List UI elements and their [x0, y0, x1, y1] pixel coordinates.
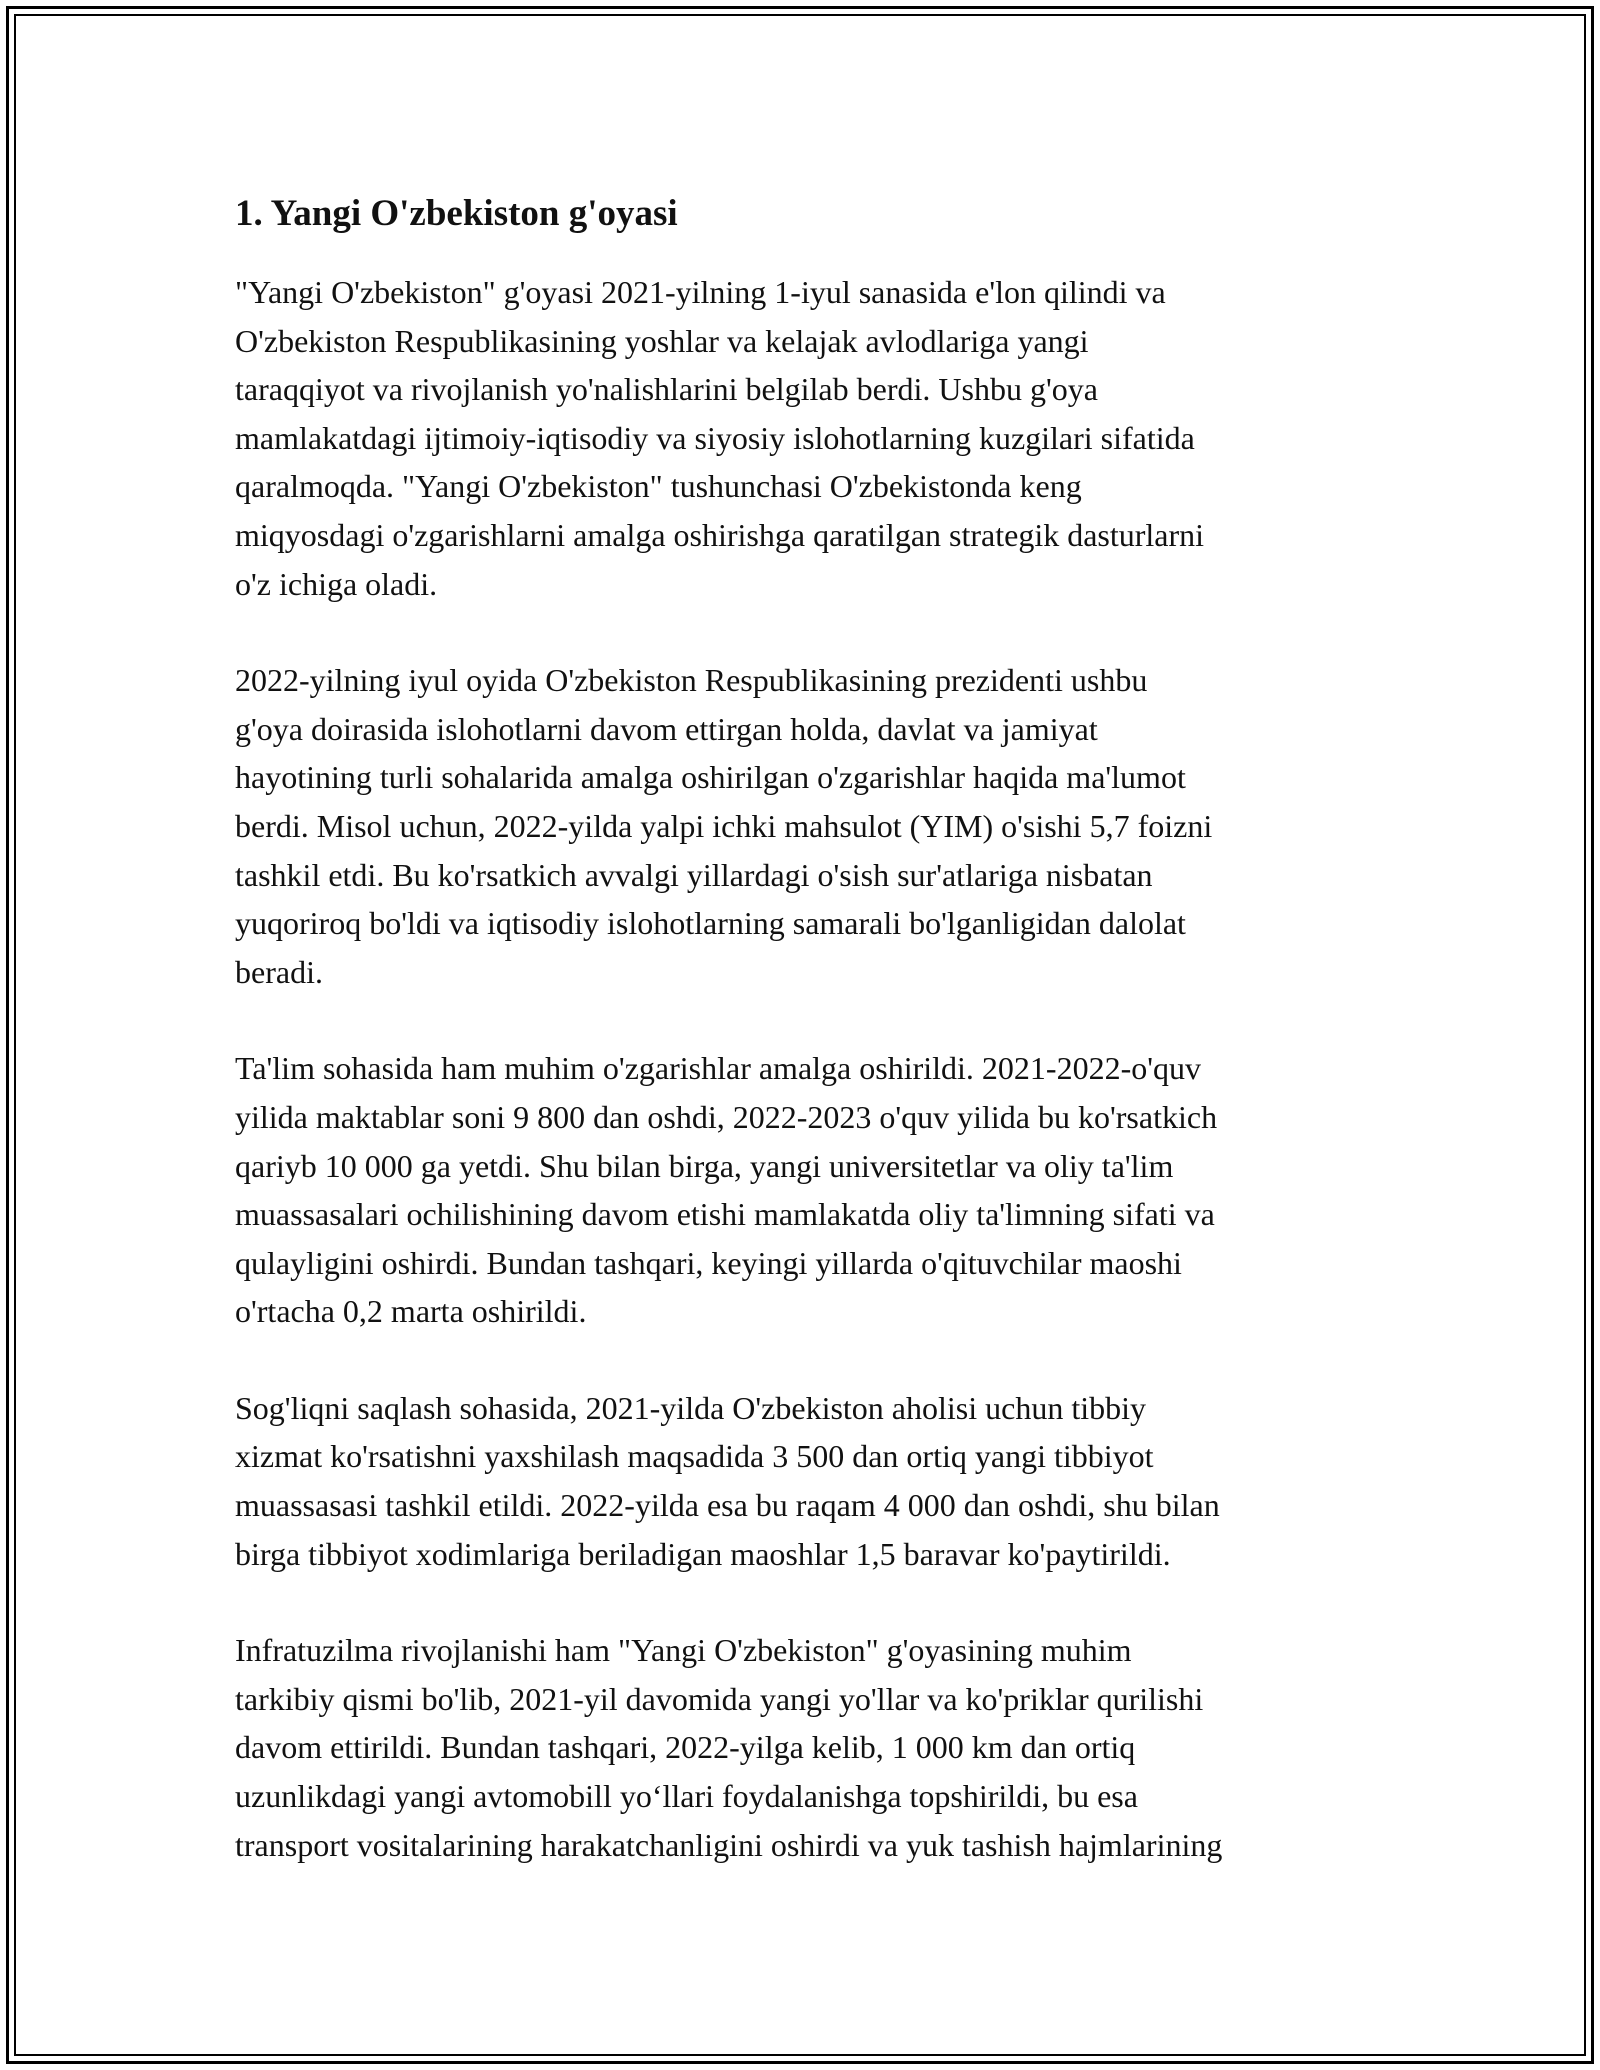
text-line: hayotining turli sohalarida amalga oshirilgan o'zgarishlar haqida ma'lumot — [235, 759, 1186, 796]
text-line: o'z ichiga oladi. — [235, 565, 438, 602]
text-line: mamlakatdagi ijtimoiy-iqtisodiy va siyosiy islohotlarning kuzgilari sifatida — [235, 419, 1195, 456]
text-line: uzunlikdagi yangi avtomobill yo‘llari foydalanishga topshirildi, bu esa — [235, 1778, 1138, 1815]
text-line: davom ettirildi. Bundan tashqari, 2022-yilga kelib, 1 000 km dan ortiq — [235, 1729, 1136, 1766]
text-line: yilida maktablar soni 9 800 dan oshdi, 2022-2023 o'quv yilida bu ko'rsatkich — [235, 1098, 1218, 1135]
section-heading: 1. Yangi O'zbekiston g'oyasi — [235, 193, 678, 234]
text-line: qariyb 10 000 ga yetdi. Shu bilan birga, yangi universitetlar va oliy ta'lim — [235, 1147, 1174, 1184]
paragraph-2 — [235, 656, 1370, 996]
paragraph-4 — [235, 1384, 1370, 1578]
paragraph-1 — [235, 268, 1370, 608]
text-line: muassasasi tashkil etildi. 2022-yilda esa bu raqam 4 000 dan oshdi, shu bilan — [235, 1487, 1220, 1524]
text-line: Infratuzilma rivojlanishi ham "Yangi O'zbekiston" g'oyasining muhim — [235, 1632, 1132, 1669]
text-line: tashkil etdi. Bu ko'rsatkich avvalgi yillardagi o'sish sur'atlariga nisbatan — [235, 856, 1153, 893]
text-line: g'oya doirasida islohotlarni davom ettirgan holda, davlat va jamiyat — [235, 710, 1098, 747]
text-line: berdi. Misol uchun, 2022-yilda yalpi ichki mahsulot (YIM) o'sishi 5,7 foizni — [235, 807, 1213, 844]
text-line: Sog'liqni saqlash sohasida, 2021-yilda O'zbekiston aholisi uchun tibbiy — [235, 1389, 1146, 1426]
text-line: "Yangi O'zbekiston" g'oyasi 2021-yilning 1-iyul sanasida e'lon qilindi va — [235, 274, 1166, 310]
text-line: muassasalari ochilishining davom etishi mamlakatda oliy ta'limning sifati va — [235, 1196, 1215, 1233]
text-line: Ta'lim sohasida ham muhim o'zgarishlar amalga oshirildi. 2021-2022-o'quv — [235, 1050, 1201, 1087]
text-line: qaralmoqda. "Yangi O'zbekiston" tushunchasi O'zbekistonda keng — [235, 468, 1082, 505]
paragraph-3 — [235, 1044, 1370, 1336]
text-line: xizmat ko'rsatishni yaxshilash maqsadida 3 500 dan ortiq yangi tibbiyot — [235, 1438, 1154, 1475]
text-line: o'rtacha 0,2 marta oshirildi. — [235, 1293, 587, 1330]
text-line: beradi. — [235, 953, 323, 990]
text-line: transport vositalarining harakatchanligini oshirdi va yuk tashish hajmlarining — [235, 1826, 1223, 1863]
text-line: 2022-yilning iyul oyida O'zbekiston Respublikasining prezidenti ushbu — [235, 662, 1148, 699]
text-line: yuqoriroq bo'ldi va iqtisodiy islohotlarning samarali bo'lganligidan dalolat — [235, 905, 1186, 942]
text-line: birga tibbiyot xodimlariga beriladigan maoshlar 1,5 baravar ko'paytirildi. — [235, 1535, 1171, 1572]
text-line: qulayligini oshirdi. Bundan tashqari, keyingi yillarda o'qituvchilar maoshi — [235, 1244, 1182, 1281]
document-page — [235, 186, 1370, 1917]
text-line: miqyosdagi o'zgarishlarni amalga oshirishga qaratilgan strategik dasturlarni — [235, 516, 1205, 553]
text-line: O'zbekiston Respublikasining yoshlar va kelajak avlodlariga yangi — [235, 322, 1089, 359]
text-line: tarkibiy qismi bo'lib, 2021-yil davomida yangi yo'llar va ko'priklar qurilishi — [235, 1680, 1204, 1717]
paragraph-5 — [235, 1626, 1370, 1869]
text-line: taraqqiyot va rivojlanish yo'nalishlarini belgilab berdi. Ushbu g'oya — [235, 371, 1098, 408]
